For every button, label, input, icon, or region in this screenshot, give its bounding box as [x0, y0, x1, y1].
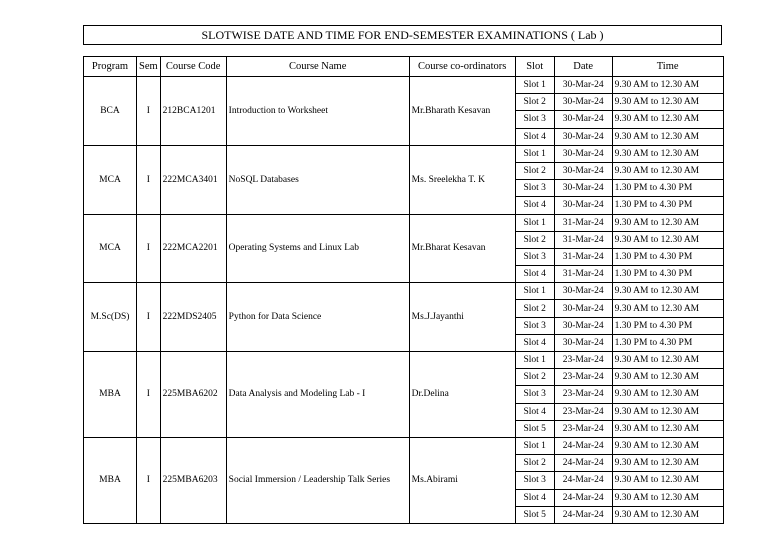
sem-cell: I: [137, 352, 161, 438]
slot-cell: Slot 1: [515, 352, 554, 369]
time-cell: 9.30 AM to 12.30 AM: [612, 283, 723, 300]
coordinator-cell: Ms. Sreelekha T. K: [409, 145, 515, 214]
time-cell: 9.30 AM to 12.30 AM: [612, 437, 723, 454]
date-cell: 30-Mar-24: [554, 128, 612, 145]
date-cell: 24-Mar-24: [554, 455, 612, 472]
date-cell: 24-Mar-24: [554, 489, 612, 506]
program-cell: M.Sc(DS): [84, 283, 137, 352]
slot-cell: Slot 3: [515, 386, 554, 403]
sem-cell: I: [137, 77, 161, 146]
date-cell: 30-Mar-24: [554, 300, 612, 317]
sem-cell: I: [137, 437, 161, 523]
header-course-code: Course Code: [160, 57, 226, 77]
date-cell: 23-Mar-24: [554, 369, 612, 386]
slot-cell: Slot 1: [515, 283, 554, 300]
coordinator-cell: Dr.Delina: [409, 352, 515, 438]
header-time: Time: [612, 57, 723, 77]
time-cell: 9.30 AM to 12.30 AM: [612, 352, 723, 369]
date-cell: 24-Mar-24: [554, 472, 612, 489]
slot-cell: Slot 4: [515, 128, 554, 145]
program-cell: MCA: [84, 214, 137, 283]
time-cell: 9.30 AM to 12.30 AM: [612, 506, 723, 523]
slot-cell: Slot 1: [515, 214, 554, 231]
date-cell: 30-Mar-24: [554, 180, 612, 197]
header-coordinators: Course co-ordinators: [409, 57, 515, 77]
program-cell: MBA: [84, 437, 137, 523]
slot-cell: Slot 3: [515, 472, 554, 489]
time-cell: 9.30 AM to 12.30 AM: [612, 94, 723, 111]
slot-cell: Slot 5: [515, 506, 554, 523]
slot-cell: Slot 2: [515, 369, 554, 386]
sem-cell: I: [137, 283, 161, 352]
slot-cell: Slot 5: [515, 420, 554, 437]
exam-schedule-table: [83, 56, 724, 524]
coordinator-cell: Ms.J.Jayanthi: [409, 283, 515, 352]
header-course-name: Course Name: [226, 57, 409, 77]
date-cell: 31-Mar-24: [554, 231, 612, 248]
time-cell: 9.30 AM to 12.30 AM: [612, 420, 723, 437]
date-cell: 24-Mar-24: [554, 437, 612, 454]
slot-cell: Slot 4: [515, 489, 554, 506]
date-cell: 30-Mar-24: [554, 111, 612, 128]
course-name-cell: Social Immersion / Leadership Talk Series: [226, 437, 409, 523]
slot-cell: Slot 4: [515, 334, 554, 351]
time-cell: 9.30 AM to 12.30 AM: [612, 489, 723, 506]
slot-cell: Slot 3: [515, 317, 554, 334]
course-name-cell: Operating Systems and Linux Lab: [226, 214, 409, 283]
slot-cell: Slot 4: [515, 266, 554, 283]
table-row: [84, 77, 724, 94]
time-cell: 1.30 PM to 4.30 PM: [612, 197, 723, 214]
date-cell: 30-Mar-24: [554, 145, 612, 162]
time-cell: 1.30 PM to 4.30 PM: [612, 266, 723, 283]
slot-cell: Slot 3: [515, 180, 554, 197]
slot-cell: Slot 2: [515, 455, 554, 472]
time-cell: 9.30 AM to 12.30 AM: [612, 455, 723, 472]
date-cell: 23-Mar-24: [554, 352, 612, 369]
time-cell: 9.30 AM to 12.30 AM: [612, 472, 723, 489]
program-cell: MBA: [84, 352, 137, 438]
course-name-cell: Data Analysis and Modeling Lab - I: [226, 352, 409, 438]
time-cell: 1.30 PM to 4.30 PM: [612, 248, 723, 265]
time-cell: 9.30 AM to 12.30 AM: [612, 403, 723, 420]
course-code-cell: 222MCA2201: [160, 214, 226, 283]
table-row: [84, 283, 724, 300]
time-cell: 9.30 AM to 12.30 AM: [612, 214, 723, 231]
date-cell: 30-Mar-24: [554, 334, 612, 351]
program-cell: BCA: [84, 77, 137, 146]
time-cell: 9.30 AM to 12.30 AM: [612, 300, 723, 317]
table-row: [84, 145, 724, 162]
coordinator-cell: Mr.Bharath Kesavan: [409, 77, 515, 146]
sem-cell: I: [137, 145, 161, 214]
time-cell: 1.30 PM to 4.30 PM: [612, 334, 723, 351]
time-cell: 9.30 AM to 12.30 AM: [612, 77, 723, 94]
date-cell: 30-Mar-24: [554, 317, 612, 334]
header-sem: Sem: [137, 57, 161, 77]
table-row: [84, 214, 724, 231]
course-code-cell: 212BCA1201: [160, 77, 226, 146]
table-row: [84, 352, 724, 369]
date-cell: 30-Mar-24: [554, 162, 612, 179]
time-cell: 9.30 AM to 12.30 AM: [612, 128, 723, 145]
date-cell: 31-Mar-24: [554, 248, 612, 265]
program-cell: MCA: [84, 145, 137, 214]
time-cell: 9.30 AM to 12.30 AM: [612, 369, 723, 386]
date-cell: 31-Mar-24: [554, 214, 612, 231]
course-code-cell: 222MCA3401: [160, 145, 226, 214]
slot-cell: Slot 1: [515, 437, 554, 454]
header-program: Program: [84, 57, 137, 77]
slot-cell: Slot 3: [515, 111, 554, 128]
date-cell: 24-Mar-24: [554, 506, 612, 523]
slot-cell: Slot 1: [515, 77, 554, 94]
time-cell: 9.30 AM to 12.30 AM: [612, 231, 723, 248]
coordinator-cell: Mr.Bharat Kesavan: [409, 214, 515, 283]
course-name-cell: Introduction to Worksheet: [226, 77, 409, 146]
header-date: Date: [554, 57, 612, 77]
course-name-cell: NoSQL Databases: [226, 145, 409, 214]
time-cell: 9.30 AM to 12.30 AM: [612, 111, 723, 128]
slot-cell: Slot 4: [515, 403, 554, 420]
document-title: SLOTWISE DATE AND TIME FOR END-SEMESTER EXAMINATIONS ( Lab ): [83, 25, 722, 45]
table-row: [84, 437, 724, 454]
date-cell: 30-Mar-24: [554, 94, 612, 111]
course-code-cell: 225MBA6203: [160, 437, 226, 523]
date-cell: 30-Mar-24: [554, 77, 612, 94]
sem-cell: I: [137, 214, 161, 283]
date-cell: 23-Mar-24: [554, 386, 612, 403]
header-slot: Slot: [515, 57, 554, 77]
date-cell: 30-Mar-24: [554, 197, 612, 214]
coordinator-cell: Ms.Abirami: [409, 437, 515, 523]
slot-cell: Slot 2: [515, 231, 554, 248]
course-code-cell: 225MBA6202: [160, 352, 226, 438]
course-name-cell: Python for Data Science: [226, 283, 409, 352]
time-cell: 9.30 AM to 12.30 AM: [612, 162, 723, 179]
slot-cell: Slot 2: [515, 94, 554, 111]
slot-cell: Slot 2: [515, 300, 554, 317]
schedule-body: [84, 77, 724, 524]
slot-cell: Slot 3: [515, 248, 554, 265]
time-cell: 1.30 PM to 4.30 PM: [612, 180, 723, 197]
time-cell: 1.30 PM to 4.30 PM: [612, 317, 723, 334]
course-code-cell: 222MDS2405: [160, 283, 226, 352]
time-cell: 9.30 AM to 12.30 AM: [612, 386, 723, 403]
slot-cell: Slot 2: [515, 162, 554, 179]
time-cell: 9.30 AM to 12.30 AM: [612, 145, 723, 162]
date-cell: 23-Mar-24: [554, 403, 612, 420]
slot-cell: Slot 1: [515, 145, 554, 162]
date-cell: 30-Mar-24: [554, 283, 612, 300]
slot-cell: Slot 4: [515, 197, 554, 214]
header-row: [84, 57, 724, 77]
date-cell: 23-Mar-24: [554, 420, 612, 437]
date-cell: 31-Mar-24: [554, 266, 612, 283]
